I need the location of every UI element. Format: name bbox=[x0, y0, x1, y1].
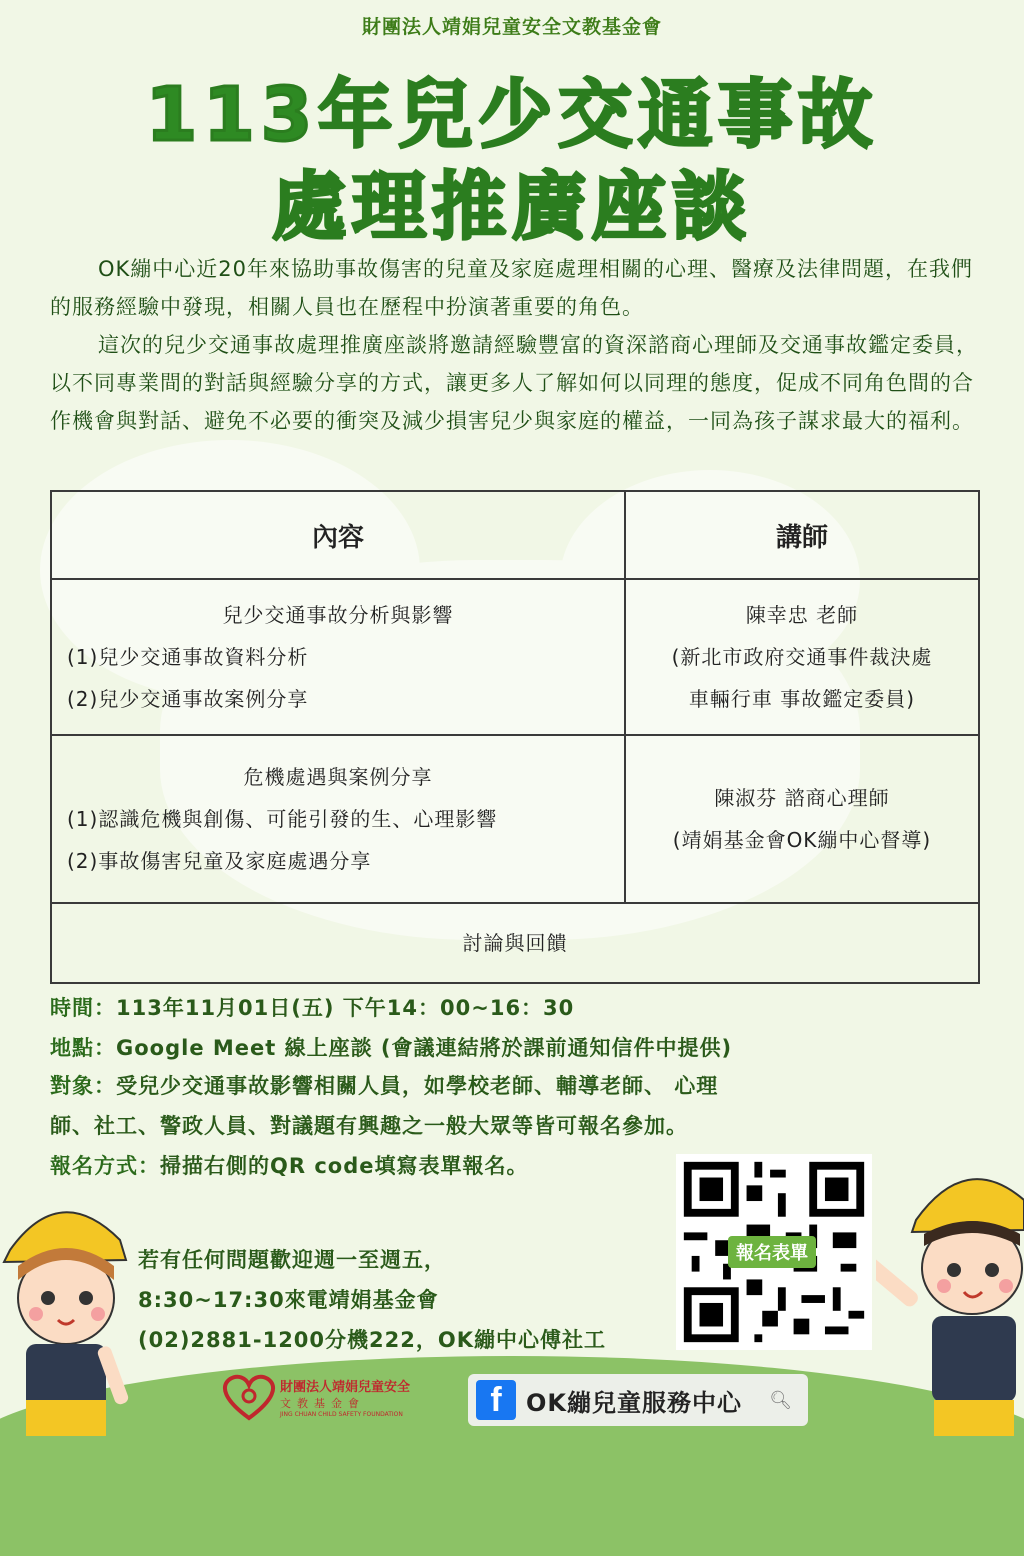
time-label: 時間： bbox=[50, 996, 116, 1020]
logo-line3: JING CHUAN CHILD SAFETY FOUNDATION bbox=[280, 1411, 403, 1418]
session-item: (1)兒少交通事故資料分析 bbox=[67, 645, 309, 669]
register-label: 報名方式： bbox=[50, 1154, 160, 1178]
event-time bbox=[50, 992, 574, 1022]
intro-paragraph-1: OK繃中心近20年來協助事故傷害的兒童及家庭處理相關的心理、醫療及法律問題，在我們的服務經驗中發現，相關人員也在歷程中扮演著重要的角色。 bbox=[50, 257, 974, 319]
discussion-label: 討論與回饋 bbox=[462, 931, 568, 955]
logo-line1: 財團法人靖娟兒童安全 bbox=[280, 1380, 411, 1395]
speaker-title: 車輛行車 事故鑑定委員) bbox=[688, 687, 916, 711]
session-topic: 危機處遇與案例分享 bbox=[243, 765, 433, 789]
session-content-cell bbox=[51, 579, 625, 735]
speaker-cell bbox=[625, 735, 979, 903]
contact-line: (02)2881-1200分機222，OK繃中心傅社工 bbox=[138, 1328, 606, 1352]
facebook-page-name: OK繃兒童服務中心 bbox=[526, 1388, 742, 1417]
event-audience bbox=[50, 1070, 718, 1100]
contact-info bbox=[138, 1240, 606, 1360]
audience-label: 對象： bbox=[50, 1074, 116, 1098]
place-label: 地點： bbox=[50, 1036, 116, 1060]
schedule-table bbox=[50, 490, 980, 984]
table-row bbox=[51, 903, 979, 983]
session-item: (2)事故傷害兒童及家庭處遇分享 bbox=[67, 849, 372, 873]
contact-line: 若有任何問題歡迎週一至週五， bbox=[138, 1248, 446, 1272]
speaker-title: (靖娟基金會OK繃中心督導) bbox=[672, 828, 932, 852]
session-content-cell bbox=[51, 735, 625, 903]
foundation-logo bbox=[218, 1372, 410, 1422]
session-topic: 兒少交通事故分析與影響 bbox=[222, 603, 454, 627]
girl-illustration-icon bbox=[0, 1180, 140, 1436]
speaker-title: (新北市政府交通事件裁決處 bbox=[671, 645, 933, 669]
qr-label: 報名表單 bbox=[728, 1236, 816, 1268]
audience-value: 受兒少交通事故影響相關人員，如學校老師、輔導老師、 心理 bbox=[116, 1074, 719, 1098]
contact-line: 8:30~17:30來電靖娟基金會 bbox=[138, 1288, 439, 1312]
event-register bbox=[50, 1150, 528, 1180]
place-value: Google Meet 線上座談 (會議連結將於課前通知信件中提供) bbox=[116, 1036, 733, 1060]
search-icon[interactable]: 🔍︎ bbox=[769, 1389, 792, 1411]
discussion-cell bbox=[51, 903, 979, 983]
speaker-cell bbox=[625, 579, 979, 735]
table-header-row bbox=[51, 491, 979, 579]
event-audience-cont: 師、社工、警政人員、對議題有興趣之一般大眾等皆可報名參加。 bbox=[50, 1114, 688, 1138]
intro-paragraph-2: 這次的兒少交通事故處理推廣座談將邀請經驗豐富的資深諮商心理師及交通事故鑑定委員，以不同專業間的對話與經驗分享的方式，讓更多人了解如何以同理的態度，促成不同角色間的合作機會與對話、避免不必要的衝突及減少損害兒少與家庭的權益，一同為孩子謀求最大的福利。 bbox=[50, 333, 978, 433]
page-title-line1: 113年兒少交通事故 bbox=[145, 72, 879, 158]
table-row bbox=[51, 579, 979, 735]
table-row bbox=[51, 735, 979, 903]
session-item: (1)認識危機與創傷、可能引發的生、心理影響 bbox=[67, 807, 498, 831]
register-value: 掃描右側的QR code填寫表單報名。 bbox=[160, 1154, 529, 1178]
speaker-name: 陳幸忠 老師 bbox=[745, 603, 859, 627]
time-value: 113年11月01日(五) 下午14：00~16：30 bbox=[116, 996, 575, 1020]
header-speaker: 講師 bbox=[625, 491, 979, 579]
boy-illustration-icon bbox=[876, 1150, 1024, 1436]
header-content: 內容 bbox=[51, 491, 625, 579]
organization-name: 財團法人靖娟兒童安全文教基金會 bbox=[361, 16, 662, 38]
event-place bbox=[50, 1032, 732, 1062]
facebook-icon: f bbox=[476, 1380, 516, 1420]
logo-line2: 文教基金會 bbox=[280, 1397, 365, 1410]
heart-logo-icon bbox=[218, 1372, 280, 1422]
facebook-search-bar[interactable] bbox=[468, 1374, 808, 1426]
speaker-name: 陳淑芬 諮商心理師 bbox=[714, 786, 890, 810]
page-title-line2: 處理推廣座談 bbox=[272, 164, 752, 250]
session-item: (2)兒少交通事故案例分享 bbox=[67, 687, 309, 711]
